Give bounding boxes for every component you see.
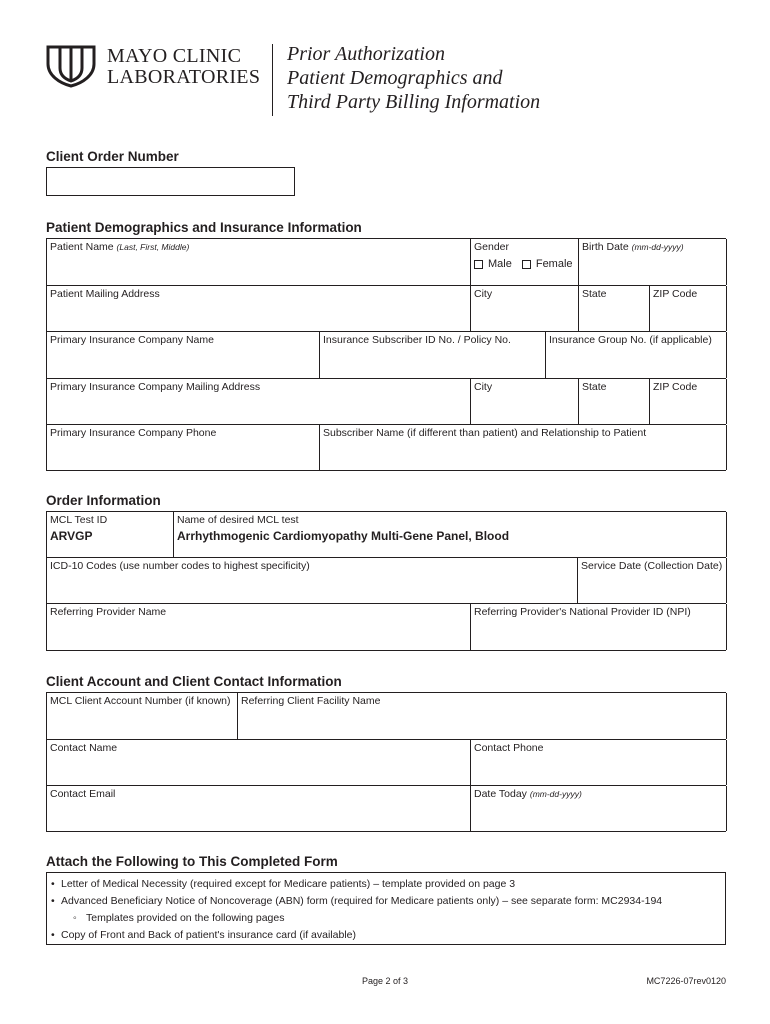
insurance-zip-field[interactable] [650, 379, 727, 424]
birth-date-field[interactable] [579, 239, 727, 285]
attach-section-heading: Attach the Following to This Completed Form [46, 854, 338, 869]
referring-provider-npi-label: Referring Provider's National Provider ID (NPI) [474, 606, 691, 618]
list-item: • Copy of Front and Back of patient's insurance card (if available) [51, 927, 721, 944]
insurance-row-company [47, 332, 726, 379]
facility-name-label: Referring Client Facility Name [241, 695, 381, 707]
logo-line-2: LABORATORIES [107, 66, 261, 88]
insurance-phone-field[interactable] [47, 425, 320, 470]
order-row-test [47, 512, 726, 558]
insurance-row-phone [47, 425, 726, 471]
patient-zip-label: ZIP Code [653, 288, 698, 300]
list-item: • Advanced Beneficiary Notice of Noncoverage (ABN) form (required for Medicare patients only) – see separate form: MC2934-194 [51, 893, 721, 910]
patient-section-heading: Patient Demographics and Insurance Information [46, 220, 362, 235]
date-today-field[interactable] [471, 786, 727, 831]
client-section-heading: Client Account and Client Contact Information [46, 674, 342, 689]
contact-phone-label: Contact Phone [474, 742, 544, 754]
patient-demographics-table [46, 238, 726, 471]
form-title-line-3: Third Party Billing Information [287, 91, 541, 113]
mcl-test-name-field[interactable] [174, 512, 727, 557]
date-today-hint: (mm-dd-yyyy) [529, 789, 582, 799]
form-title-line-1: Prior Authorization [287, 43, 445, 65]
client-order-number-field[interactable] [46, 167, 295, 196]
client-account-number-label: MCL Client Account Number (if known) [50, 695, 231, 707]
service-date-label: Service Date (Collection Date) [581, 560, 723, 572]
order-section-heading: Order Information [46, 493, 161, 508]
insurance-group-label: Insurance Group No. (if applicable) [549, 334, 712, 346]
male-checkbox[interactable] [474, 260, 483, 269]
logo-text [107, 46, 260, 88]
male-label: Male [488, 258, 512, 270]
patient-city-field[interactable] [471, 286, 579, 331]
patient-address-label: Patient Mailing Address [50, 288, 160, 300]
client-account-table [46, 692, 726, 832]
contact-name-field[interactable] [47, 740, 471, 785]
mayo-clinic-logo [45, 44, 277, 116]
insurance-company-name-field[interactable] [47, 332, 320, 378]
patient-state-label: State [582, 288, 607, 300]
form-title-line-2: Patient Demographics and [287, 67, 503, 89]
mcl-test-id-field[interactable] [47, 512, 174, 557]
order-information-table [46, 511, 726, 651]
patient-row-address [47, 286, 726, 332]
insurance-zip-label: ZIP Code [653, 381, 698, 393]
gender-field [471, 239, 579, 285]
patient-name-hint: (Last, First, Middle) [116, 242, 190, 252]
icd10-codes-field[interactable] [47, 558, 578, 603]
mcl-test-name-value: Arrhythmogenic Cardiomyopathy Multi-Gene Panel, Blood [177, 529, 510, 543]
date-today-label: Date Today [474, 788, 527, 800]
attachments-list [46, 872, 726, 945]
insurance-company-name-label: Primary Insurance Company Name [50, 334, 214, 346]
patient-row-name [47, 239, 726, 286]
contact-email-label: Contact Email [50, 788, 116, 800]
gender-label: Gender [474, 241, 510, 253]
icd10-codes-label: ICD-10 Codes (use number codes to highest specificity) [50, 560, 310, 572]
birth-date-hint: (mm-dd-yyyy) [631, 242, 684, 252]
insurance-state-field[interactable] [579, 379, 650, 424]
referring-provider-npi-field[interactable] [471, 604, 727, 650]
insurance-group-field[interactable] [546, 332, 727, 378]
order-row-icd [47, 558, 726, 604]
contact-name-label: Contact Name [50, 742, 118, 754]
contact-email-field[interactable] [47, 786, 471, 831]
page-number: Page 2 of 3 [361, 976, 409, 986]
insurance-address-label: Primary Insurance Company Mailing Address [50, 381, 261, 393]
form-title [287, 42, 540, 114]
insurance-address-field[interactable] [47, 379, 471, 424]
patient-address-field[interactable] [47, 286, 471, 331]
referring-provider-name-label: Referring Provider Name [50, 606, 167, 618]
list-item: • Letter of Medical Necessity (required except for Medicare patients) – template provided on page 3 [51, 876, 721, 893]
subscriber-name-field[interactable] [320, 425, 727, 470]
order-row-provider [47, 604, 726, 651]
insurance-phone-label: Primary Insurance Company Phone [50, 427, 217, 439]
insurance-city-label: City [474, 381, 493, 393]
patient-zip-field[interactable] [650, 286, 727, 331]
client-order-heading: Client Order Number [46, 149, 179, 164]
patient-name-label: Patient Name [50, 241, 114, 253]
insurance-subscriber-id-field[interactable] [320, 332, 546, 378]
female-label: Female [535, 258, 573, 270]
mcl-test-id-value: ARVGP [50, 529, 93, 543]
insurance-row-address [47, 379, 726, 425]
service-date-field[interactable] [578, 558, 727, 603]
female-checkbox[interactable] [522, 260, 531, 269]
patient-state-field[interactable] [579, 286, 650, 331]
mcl-test-id-label: MCL Test ID [50, 514, 108, 526]
subscriber-name-label: Subscriber Name (if different than patient) and Relationship to Patient [323, 427, 647, 439]
contact-phone-field[interactable] [471, 740, 727, 785]
mcl-test-name-label: Name of desired MCL test [177, 514, 299, 526]
referring-provider-name-field[interactable] [47, 604, 471, 650]
header-divider [272, 44, 273, 116]
patient-city-label: City [474, 288, 493, 300]
list-sub-item: ◦ Templates provided on the following pages [51, 910, 721, 927]
client-row-contact [47, 740, 726, 786]
patient-name-field[interactable] [47, 239, 471, 285]
client-row-email [47, 786, 726, 832]
insurance-subscriber-id-label: Insurance Subscriber ID No. / Policy No. [323, 334, 511, 346]
client-account-number-field[interactable] [47, 693, 238, 739]
mayo-shield-icon [45, 44, 97, 88]
form-code: MC7226-07rev0120 [646, 976, 726, 986]
client-row-account [47, 693, 726, 740]
insurance-state-label: State [582, 381, 607, 393]
insurance-city-field[interactable] [471, 379, 579, 424]
facility-name-field[interactable] [238, 693, 727, 739]
birth-date-label: Birth Date [582, 241, 629, 253]
logo-line-1: MAYO CLINIC [107, 45, 242, 67]
